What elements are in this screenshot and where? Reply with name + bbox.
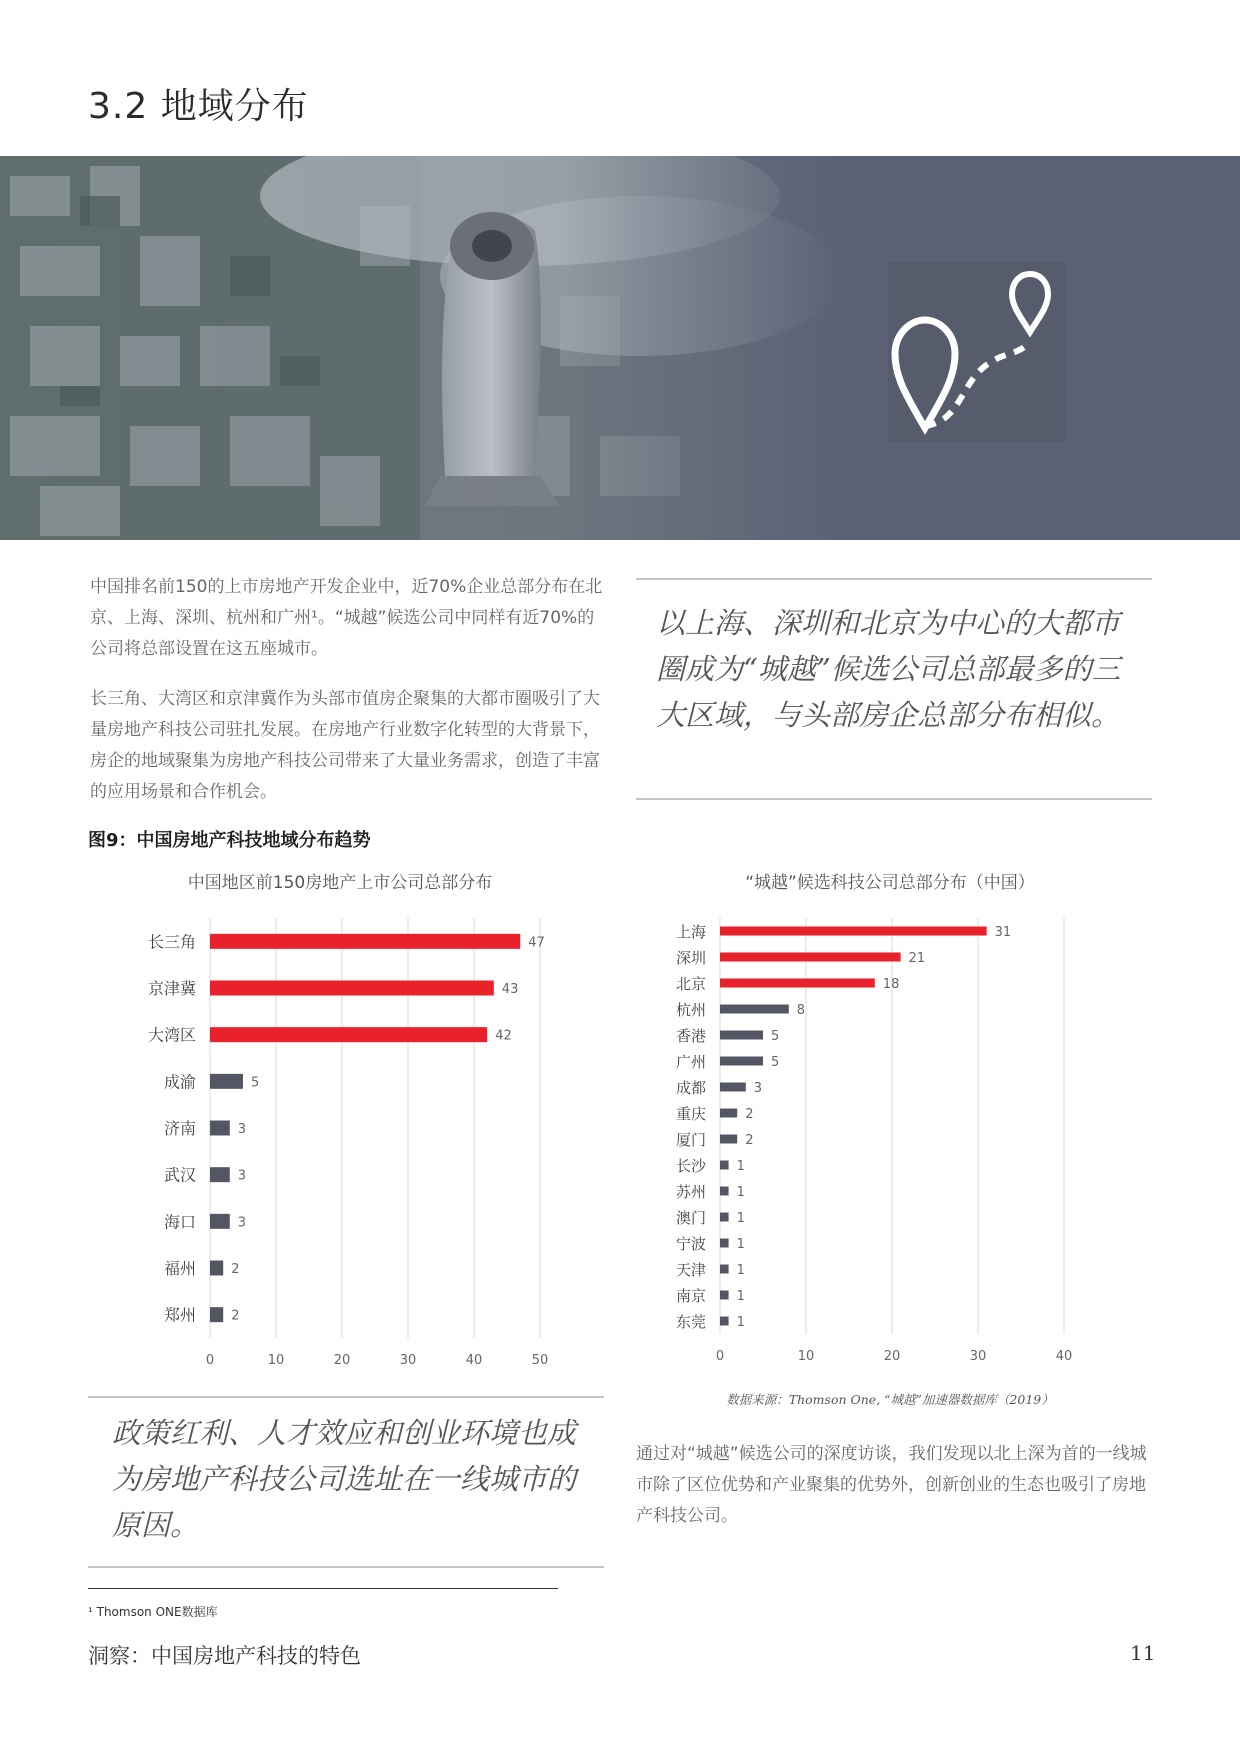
- category-label: 上海: [675, 923, 706, 941]
- value-label: 1: [736, 1211, 745, 1226]
- bar: [210, 1074, 243, 1089]
- bar: [720, 1005, 789, 1014]
- bar: [720, 1239, 729, 1248]
- bar: [210, 1167, 230, 1182]
- value-label: 1: [736, 1315, 745, 1330]
- value-label: 43: [501, 982, 519, 997]
- bar: [720, 1265, 729, 1274]
- figure-source: 数据来源：Thomson One, “城越”加速器数据库（2019）: [726, 1392, 1054, 1407]
- x-tick-label: 30: [969, 1349, 987, 1364]
- category-label: 重庆: [675, 1105, 706, 1123]
- x-tick-label: 30: [399, 1353, 417, 1368]
- bar: [720, 1187, 729, 1196]
- body-paragraph-1: 中国排名前150的上市房地产开发企业中，近70%企业总部分布在北京、上海、深圳、杭州和广州¹。“城越”候选公司中同样有近70%的公司将总部设置在这五座城市。: [90, 577, 603, 659]
- quote2-rule-bottom: [88, 1566, 604, 1568]
- hero-image: [0, 156, 1240, 540]
- value-label: 3: [237, 1168, 247, 1184]
- value-label: 1: [736, 1237, 745, 1252]
- x-tick-label: 0: [205, 1353, 215, 1368]
- quote2-rule-top: [88, 1396, 604, 1398]
- category-label: 大湾区: [147, 1025, 196, 1045]
- category-label: 天津: [675, 1261, 706, 1279]
- chart-1-hq-top150: [110, 900, 580, 1380]
- bar: [210, 1307, 223, 1322]
- figure-caption: 图9：中国房地产科技地域分布趋势: [88, 830, 371, 851]
- bar: [720, 1109, 737, 1118]
- value-label: 1: [736, 1263, 745, 1278]
- value-label: 5: [251, 1075, 260, 1091]
- category-label: 东莞: [675, 1313, 706, 1331]
- pull-quote-1: 以上海、深圳和北京为中心的大都市圈成为“城越”候选公司总部最多的三大区域，与头部房企总部分布相似。: [656, 606, 1121, 732]
- bar: [720, 1291, 729, 1300]
- chart-1-title: 中国地区前150房地产上市公司总部分布: [187, 873, 493, 893]
- bar: [210, 934, 520, 949]
- body-paragraph-2: 长三角、大湾区和京津冀作为头部市值房企聚集的大都市圈吸引了大量房地产科技公司驻扎发展。在房地产行业数字化转型的大背景下，房企的地域聚集为房地产科技公司带来了大量业务需求，创造了丰富的应用场景和合作机会。: [90, 689, 600, 802]
- value-label: 2: [745, 1133, 754, 1148]
- x-tick-label: 40: [465, 1353, 483, 1368]
- x-tick-label: 50: [531, 1353, 549, 1368]
- bar: [720, 1083, 746, 1092]
- value-label: 1: [736, 1159, 745, 1174]
- category-label: 武汉: [163, 1165, 196, 1185]
- section-title: 3.2 地域分布: [88, 86, 309, 127]
- bar: [720, 1057, 763, 1066]
- bar: [720, 1031, 763, 1040]
- category-label: 长三角: [147, 932, 196, 952]
- value-label: 1: [736, 1185, 745, 1200]
- bar: [720, 953, 901, 962]
- page-number: 11: [1130, 1641, 1156, 1665]
- category-label: 海口: [163, 1212, 196, 1232]
- category-label: 深圳: [675, 949, 706, 967]
- category-label: 广州: [675, 1053, 706, 1071]
- category-label: 郑州: [163, 1305, 196, 1325]
- x-tick-label: 40: [1055, 1349, 1073, 1364]
- value-label: 18: [882, 977, 900, 992]
- pull-quote-2: 政策红利、人才效应和创业环境也成为房地产科技公司选址在一线城市的原因。: [112, 1416, 577, 1542]
- value-label: 2: [231, 1262, 240, 1277]
- body-paragraph-3: 通过对“城越”候选公司的深度访谈，我们发现以北上深为首的一线城市除了区位优势和产业聚集的优势外，创新创业的生态也吸引了房地产科技公司。: [636, 1444, 1147, 1526]
- value-label: 1: [736, 1289, 745, 1304]
- quote-rule-bottom: [636, 798, 1152, 800]
- value-label: 2: [231, 1308, 240, 1324]
- bar: [720, 1161, 729, 1170]
- category-label: 成渝: [163, 1072, 196, 1092]
- bar: [720, 1213, 729, 1222]
- bar: [720, 927, 987, 936]
- value-label: 5: [771, 1055, 780, 1070]
- bar: [210, 1027, 487, 1042]
- category-label: 厦门: [675, 1131, 706, 1149]
- category-label: 澳门: [675, 1209, 706, 1227]
- footnote-rule: [88, 1588, 558, 1589]
- value-label: 3: [237, 1122, 247, 1137]
- value-label: 47: [528, 935, 545, 951]
- category-label: 苏州: [675, 1183, 706, 1201]
- x-tick-label: 10: [797, 1349, 815, 1364]
- bar: [720, 1317, 729, 1326]
- category-label: 北京: [675, 975, 706, 993]
- value-label: 5: [771, 1029, 780, 1044]
- category-label: 成都: [675, 1079, 706, 1097]
- value-label: 3: [237, 1215, 247, 1231]
- x-tick-label: 20: [883, 1349, 901, 1364]
- footnote: ¹ Thomson ONE数据库: [88, 1605, 218, 1619]
- value-label: 2: [745, 1107, 754, 1122]
- footer-title: 洞察：中国房地产科技的特色: [88, 1644, 361, 1668]
- category-label: 宁波: [675, 1235, 706, 1253]
- chart-2-hq-candidates: [650, 910, 1080, 1380]
- category-label: 长沙: [675, 1157, 706, 1175]
- value-label: 42: [495, 1028, 512, 1044]
- value-label: 31: [994, 925, 1012, 940]
- category-label: 南京: [675, 1287, 706, 1305]
- x-tick-label: 20: [333, 1353, 351, 1368]
- category-label: 杭州: [675, 1001, 706, 1019]
- bar: [210, 1121, 230, 1136]
- category-label: 香港: [675, 1027, 706, 1045]
- bar: [210, 1261, 223, 1276]
- category-label: 福州: [163, 1259, 196, 1278]
- bar: [210, 1214, 230, 1229]
- chart-2-title: “城越”候选科技公司总部分布（中国）: [745, 873, 1035, 893]
- quote-rule-top: [636, 578, 1152, 580]
- value-label: 21: [908, 951, 926, 966]
- bar: [210, 981, 494, 996]
- x-tick-label: 0: [715, 1349, 725, 1364]
- city-aerial-illustration: [0, 156, 1240, 540]
- category-label: 京津冀: [147, 979, 196, 998]
- value-label: 3: [753, 1081, 763, 1096]
- value-label: 8: [796, 1003, 806, 1018]
- x-tick-label: 10: [267, 1353, 285, 1368]
- bar: [720, 979, 875, 988]
- category-label: 济南: [163, 1119, 196, 1138]
- bar: [720, 1135, 737, 1144]
